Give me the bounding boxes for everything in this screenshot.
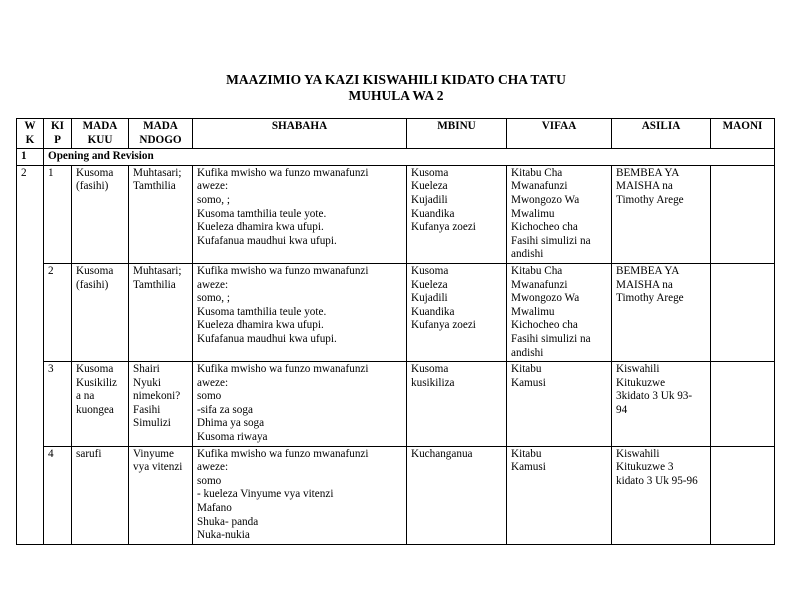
vifaa-line: Kamusi <box>511 376 546 389</box>
mada-kuu-line: Kusoma <box>76 166 114 179</box>
mbinu-line: Kusoma <box>411 264 449 277</box>
shabaha-line: Kusoma tamthilia teule yote. <box>197 207 327 220</box>
maoni-cell <box>711 263 775 361</box>
kip-cell: 1 <box>44 165 72 263</box>
shabaha-line: -sifa za soga <box>197 403 253 416</box>
header-shabaha: SHABAHA <box>193 119 407 149</box>
asilia-line: Kitukuzwe <box>616 376 666 389</box>
shabaha-line: Nuka-nukia <box>197 529 250 542</box>
vifaa-line: Kitabu <box>511 447 542 460</box>
asilia-line: MAISHA na <box>616 180 673 193</box>
mada-kuu-line: Kusikiliz <box>76 376 118 389</box>
mada-kuu-cell <box>72 263 129 361</box>
maoni-cell <box>711 362 775 447</box>
asilia-line: 94 <box>616 403 628 416</box>
mada-kuu-cell <box>72 446 129 544</box>
shabaha-line: Kusoma riwaya <box>197 431 268 444</box>
mada-ndogo-line: Shairi <box>133 363 160 376</box>
shabaha-line: somo <box>197 390 222 403</box>
mbinu-cell <box>407 446 507 544</box>
vifaa-line: Kitabu Cha <box>511 166 563 179</box>
vifaa-line: Mwanafunzi <box>511 180 568 193</box>
title-line-2: MUHULA WA 2 <box>348 88 444 103</box>
shabaha-line: - kueleza Vinyume vya vitenzi <box>197 488 334 501</box>
asilia-cell <box>612 362 711 447</box>
asilia-line: Kiswahili <box>616 363 660 376</box>
shabaha-line: somo, ; <box>197 292 230 305</box>
header-maoni: MAONI <box>711 119 775 149</box>
asilia-cell <box>612 263 711 361</box>
vifaa-cell <box>507 165 612 263</box>
table-row <box>17 362 775 447</box>
asilia-line: Timothy Arege <box>616 193 684 206</box>
vifaa-line: Kitabu Cha <box>511 264 563 277</box>
mbinu-line: Kueleza <box>411 180 448 193</box>
shabaha-line: aweze: <box>197 180 229 193</box>
shabaha-cell <box>193 362 407 447</box>
mada-kuu-line: sarufi <box>76 447 102 460</box>
mbinu-line: Kufanya zoezi <box>411 319 476 332</box>
mada-kuu-cell <box>72 165 129 263</box>
vifaa-line: Kamusi <box>511 461 546 474</box>
vifaa-line: Fasihi simulizi na <box>511 332 591 345</box>
scheme-of-work-table <box>16 118 775 545</box>
mada-ndogo-cell <box>129 263 193 361</box>
mada-ndogo-line: vya vitenzi <box>133 461 183 474</box>
header-wk: W K <box>17 119 44 149</box>
maoni-cell <box>711 446 775 544</box>
shabaha-line: aweze: <box>197 376 229 389</box>
mada-ndogo-line: Fasihi <box>133 403 161 416</box>
shabaha-line: Kufafanua maudhui kwa ufupi. <box>197 234 337 247</box>
asilia-line: Kitukuzwe 3 <box>616 461 674 474</box>
vifaa-line: Mwalimu <box>511 207 555 220</box>
kip-cell: 3 <box>44 362 72 447</box>
mada-kuu-line: (fasihi) <box>76 278 109 291</box>
section-row <box>17 149 775 166</box>
vifaa-cell <box>507 446 612 544</box>
mada-ndogo-line: nimekoni? <box>133 390 181 403</box>
shabaha-line: aweze: <box>197 461 229 474</box>
mada-ndogo-line: Nyuki <box>133 376 161 389</box>
shabaha-line: Kueleza dhamira kwa ufupi. <box>197 319 324 332</box>
vifaa-line: Mwongozo Wa <box>511 292 580 305</box>
vifaa-line: andishi <box>511 248 544 261</box>
mada-kuu-line: kuongea <box>76 403 114 416</box>
section-week: 1 <box>17 149 44 166</box>
mada-ndogo-line: Muhtasari; <box>133 264 182 277</box>
asilia-line: BEMBEA YA <box>616 166 680 179</box>
vifaa-line: Mwalimu <box>511 305 555 318</box>
shabaha-cell <box>193 263 407 361</box>
mada-ndogo-line: Simulizi <box>133 417 171 430</box>
asilia-cell <box>612 446 711 544</box>
mbinu-line: kusikiliza <box>411 376 455 389</box>
vifaa-cell <box>507 263 612 361</box>
title-line-1: MAAZIMIO YA KAZI KISWAHILI KIDATO CHA TATU <box>226 72 566 87</box>
mada-ndogo-line: Tamthilia <box>133 278 176 291</box>
shabaha-line: Kufika mwisho wa funzo mwanafunzi <box>197 363 369 376</box>
header-asilia: ASILIA <box>612 119 711 149</box>
section-label: Opening and Revision <box>44 149 775 166</box>
vifaa-line: Kichocheo cha <box>511 221 578 234</box>
shabaha-line: Kufika mwisho wa funzo mwanafunzi <box>197 447 369 460</box>
mada-kuu-line: Kusoma <box>76 264 114 277</box>
asilia-cell <box>612 165 711 263</box>
shabaha-line: somo <box>197 474 222 487</box>
mada-ndogo-cell <box>129 165 193 263</box>
shabaha-line: Dhima ya soga <box>197 417 265 430</box>
header-row <box>17 119 775 149</box>
shabaha-line: somo, ; <box>197 193 230 206</box>
mada-ndogo-cell <box>129 362 193 447</box>
mada-kuu-line: a na <box>76 390 95 403</box>
mada-ndogo-cell <box>129 446 193 544</box>
asilia-line: 3kidato 3 Uk 93- <box>616 390 693 403</box>
vifaa-line: Mwongozo Wa <box>511 193 580 206</box>
shabaha-cell <box>193 165 407 263</box>
mbinu-line: Kuandika <box>411 305 455 318</box>
vifaa-line: Mwanafunzi <box>511 278 568 291</box>
shabaha-cell <box>193 446 407 544</box>
mada-kuu-cell <box>72 362 129 447</box>
vifaa-line: Fasihi simulizi na <box>511 234 591 247</box>
document-title <box>0 72 792 104</box>
table-row <box>17 165 775 263</box>
mbinu-line: Kueleza <box>411 278 448 291</box>
mada-kuu-line: (fasihi) <box>76 180 109 193</box>
week-cell: 2 <box>17 165 44 544</box>
mada-ndogo-line: Vinyume <box>133 447 174 460</box>
shabaha-line: Kufika mwisho wa funzo mwanafunzi <box>197 264 369 277</box>
mbinu-line: Kujadili <box>411 193 448 206</box>
maoni-cell <box>711 165 775 263</box>
mbinu-line: Kusoma <box>411 363 449 376</box>
asilia-line: MAISHA na <box>616 278 673 291</box>
asilia-line: Kiswahili <box>616 447 660 460</box>
vifaa-line: andishi <box>511 346 544 359</box>
mada-kuu-line: Kusoma <box>76 363 114 376</box>
mbinu-line: Kuandika <box>411 207 455 220</box>
table-body <box>17 149 775 545</box>
mbinu-cell <box>407 165 507 263</box>
mbinu-cell <box>407 362 507 447</box>
mbinu-cell <box>407 263 507 361</box>
table-row <box>17 446 775 544</box>
asilia-line: Timothy Arege <box>616 292 684 305</box>
mada-ndogo-line: Muhtasari; <box>133 166 182 179</box>
mada-ndogo-line: Tamthilia <box>133 180 176 193</box>
kip-cell: 4 <box>44 446 72 544</box>
header-mada-ndogo: MADA NDOGO <box>129 119 193 149</box>
mbinu-line: Kuchanganua <box>411 447 473 460</box>
header-kip: KI P <box>44 119 72 149</box>
table-row <box>17 263 775 361</box>
shabaha-line: Shuka- panda <box>197 515 259 528</box>
header-vifaa: VIFAA <box>507 119 612 149</box>
asilia-line: kidato 3 Uk 95-96 <box>616 474 698 487</box>
asilia-line: BEMBEA YA <box>616 264 680 277</box>
mbinu-line: Kufanya zoezi <box>411 221 476 234</box>
header-mbinu: MBINU <box>407 119 507 149</box>
shabaha-line: Kufika mwisho wa funzo mwanafunzi <box>197 166 369 179</box>
header-mada-kuu: MADA KUU <box>72 119 129 149</box>
mbinu-line: Kujadili <box>411 292 448 305</box>
shabaha-line: aweze: <box>197 278 229 291</box>
vifaa-line: Kitabu <box>511 363 542 376</box>
shabaha-line: Mafano <box>197 502 232 515</box>
vifaa-cell <box>507 362 612 447</box>
kip-cell: 2 <box>44 263 72 361</box>
shabaha-line: Kueleza dhamira kwa ufupi. <box>197 221 324 234</box>
shabaha-line: Kusoma tamthilia teule yote. <box>197 305 327 318</box>
shabaha-line: Kufafanua maudhui kwa ufupi. <box>197 332 337 345</box>
vifaa-line: Kichocheo cha <box>511 319 578 332</box>
mbinu-line: Kusoma <box>411 166 449 179</box>
